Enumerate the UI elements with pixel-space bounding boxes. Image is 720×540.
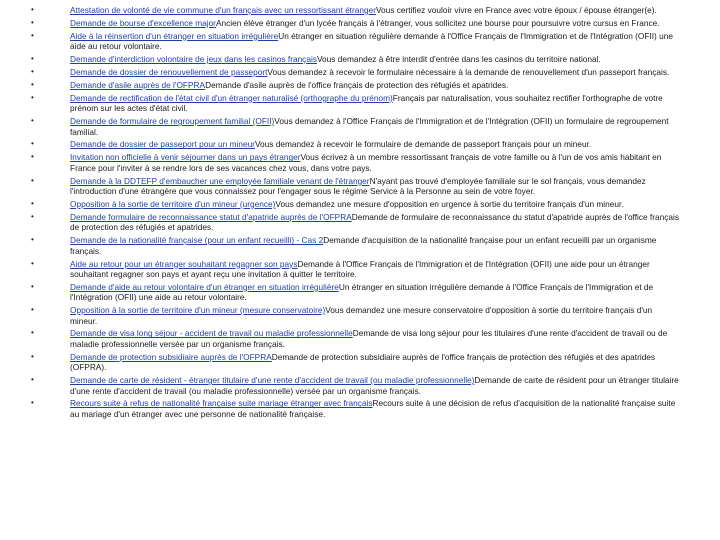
letter-title-link[interactable]: Invitation non officielle à venir séjourner dans un pays étranger [70,152,301,163]
bullet-icon: • [31,375,34,385]
bullet-icon: • [31,30,34,40]
letter-title-link[interactable]: Demande de protection subsidiaire auprès de l'OFPRA [70,351,272,362]
bullet-icon: • [31,79,34,89]
letter-title-link[interactable]: Opposition à la sortie de territoire d'un mineur (mesure conservatoire) [70,305,326,316]
letter-description: Français par naturalisation, vous souhaitez rectifier l'orthographe de votre prénom sur les actes d'état civil. [70,92,663,114]
list-item [0,282,720,303]
bullet-icon: • [31,281,34,291]
letter-description: Un étranger en situation régulière demande à l'Office Français de l'Immigration et de l'Intégration (OFII) une aide au retour volontaire. [70,30,673,52]
list-item [0,352,720,373]
letter-title-link[interactable]: Demande de visa long séjour - accident de travail ou maladie professionnelle [70,328,353,339]
letter-description: Vous écrivez à un membre ressortissant français de votre famille ou à l'un de vos amis habitant en France pour l'inviter à se rendre lors de ses vacances chez vous, dans votre pays. [70,152,662,173]
letter-title-link[interactable]: Demande de rectification de l'état civil d'un étranger naturalisé (orthographe du prénom) [70,92,393,103]
list-item [0,54,720,64]
bullet-icon: • [31,398,34,408]
letter-title-link[interactable]: Recours suite à refus de nationalité française suite mariage étranger avec français [70,398,373,409]
bullet-icon: • [31,139,34,149]
list-item [0,176,720,197]
letter-title-link[interactable]: Demande de carte de résident - étranger titulaire d'une rente d'accident de travail (ou maladie professionnelle) [70,375,475,386]
letter-description: Vous demandez à recevoir le formulaire de demande de passeport français pour un mineur. [254,139,592,150]
bullet-icon: • [31,305,34,315]
bullet-icon: • [31,17,34,27]
list-item [0,93,720,114]
bullet-icon: • [31,54,34,64]
letter-title-link[interactable]: Demande de formulaire de regroupement familial (OFII) [70,116,275,127]
bullet-icon: • [31,152,34,162]
letter-title-link[interactable]: Attestation de volonté de vie commune d'un français avec un ressortissant étranger [70,5,376,15]
letter-description: Demande d'acquisition de la nationalité française pour un enfant recueilli par un organisme français. [70,235,657,256]
list-item [0,212,720,233]
letter-title-link[interactable]: Demande de dossier de renouvellement de passeport [70,67,268,78]
letter-description: Demande de visa long séjour pour les titulaires d'une rente d'accident de travail ou de maladie professionnelle versée par un organisme français. [70,328,668,349]
letter-title-link[interactable]: Demande d'interdiction volontaire de jeux dans les casinos français [70,54,317,65]
letter-title-link[interactable]: Demande formulaire de reconnaissance statut d'apatride auprès de l'OFPRA [70,211,352,222]
bullet-icon: • [31,328,34,338]
letter-description: Un étranger en situation irrégulière demande à l'Office Français de l'Immigration et de l'Intégration (OFII) une aide au retour volontaire. [70,281,654,303]
letter-title-link[interactable]: Demande d'aide au retour volontaire d'un étranger en situation irrégulière [70,281,339,292]
list-item [0,328,720,349]
letter-description: Vous demandez une mesure conservatoire d'opposition à sortie du territoire français d'un mineur. [70,305,653,326]
bullet-icon: • [31,92,34,102]
list-item [0,18,720,28]
letter-description: Demande de carte de résident pour un étranger titulaire d'une rente d'accident de travail (ou maladie professionnelle) versée par un organisme français. [70,375,679,396]
list-item [0,5,720,15]
letter-title-link[interactable]: Demande d'asile auprès de l'OFPRA [70,79,206,90]
letter-description: Vous demandez à être interdit d'entrée dans les casinos du territoire national. [316,54,601,65]
letter-description: Demande d'asile auprès de l'office français de protection des réfugiés et apatrides. [205,79,509,90]
letter-title-link[interactable]: Demande de dossier de passeport pour un mineur [70,139,255,150]
list-item [0,139,720,149]
letter-description: Vous demandez à recevoir le formulaire nécessaire à la demande de renouvellement d'un passeport français. [267,67,670,78]
letter-description: Demande à l'Office Français de l'Immigration et de l'Intégration (OFII) une aide pour un étranger souhaitant regagner son pays et ayant reçu une invitation à quitter le territoire. [70,258,650,279]
list-item [0,305,720,326]
list-item [0,152,720,173]
list-item [0,199,720,209]
bullet-icon: • [31,67,34,77]
bullet-icon: • [31,235,34,245]
letter-description: Ancien élève étranger d'un lycée français à l'étranger, vous sollicitez une bourse pour poursuivre votre cursus en France. [215,17,660,28]
list-item [0,116,720,137]
letter-title-link[interactable]: Demande à la DDTEFP d'embaucher une employée familiale venant de l'étranger [70,175,370,186]
list-item [0,31,720,52]
list-item [0,67,720,77]
bullet-icon: • [31,5,34,14]
bullet-icon: • [31,116,34,126]
letter-title-link[interactable]: Demande de la nationalité française (pour un enfant recueilli) - Cas 2 [70,235,324,246]
bullet-icon: • [31,199,34,208]
list-item [0,398,720,419]
bullet-icon: • [31,211,34,221]
letter-description: Vous certifiez vouloir vivre en France avec votre époux / épouse étranger(e). [375,5,657,15]
bullet-icon: • [31,258,34,268]
letter-title-link[interactable]: Demande de bourse d'excellence major [70,17,216,28]
letter-description: Recours suite à une décision de refus d'acquisition de la nationalité française suite au mariage d'un étranger avec une personne de nationalité française. [70,398,676,419]
letter-title-link[interactable]: Opposition à la sortie de territoire d'un mineur (urgence) [70,199,276,209]
letter-title-link[interactable]: Aide au retour pour un étranger souhaitant regagner son pays [70,258,298,269]
letter-description: Vous demandez une mesure d'opposition en urgence à sortie du territoire français d'un mineur. [275,199,624,209]
list-item [0,235,720,256]
letter-description: N'ayant pas trouvé d'employée familiale sur le sol français, vous demandez l'introduction d'une étrangère que vous connaissez pour l'engager sous le régime Service à la Personne au sein de votre foyer. [70,175,646,197]
letter-template-list [0,5,720,422]
bullet-icon: • [31,175,34,185]
bullet-icon: • [31,351,34,361]
letter-description: Demande de formulaire de reconnaissance du statut d'apatride auprès de l'office français de protection des réfugiés et apatrides. [70,211,679,233]
list-item [0,80,720,90]
list-item [0,375,720,396]
letter-description: Vous demandez à l'Office Français de l'Immigration et de l'Intégration (OFII) un formulaire de regroupement familial. [70,116,669,137]
list-item [0,259,720,280]
letter-description: Demande de protection subsidiaire auprès de l'office français de protection des réfugiés et des apatrides (OFPRA). [70,351,656,373]
letter-title-link[interactable]: Aide à la réinsertion d'un étranger en situation irrégulière [70,30,279,41]
